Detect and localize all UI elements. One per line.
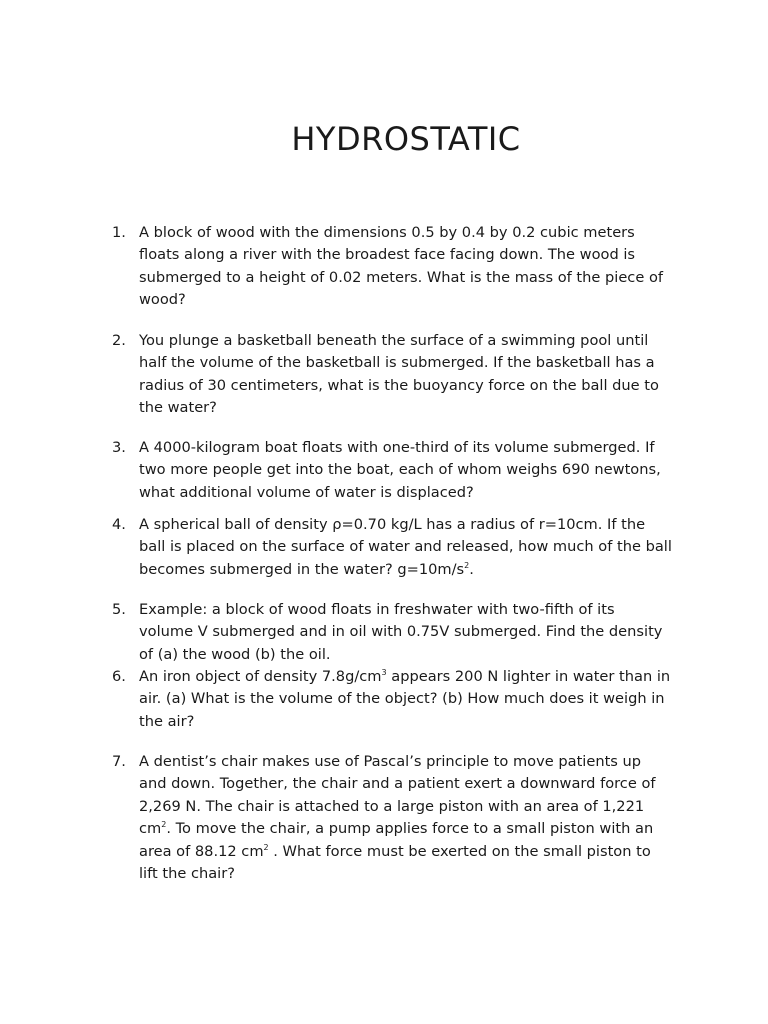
question-text-part: . To move the chair, a pump applies force to a small piston with an area of 88.12 cm [139, 820, 654, 860]
question-3 [112, 437, 672, 504]
question-text: Example: a block of wood floats in freshwater with two-fifth of its volume V submerged and in oil with 0.75V submerged. Find the density of (a) the wood (b) the oil. [139, 601, 663, 663]
question-text-part: An iron object of density 7.8g/cm [139, 668, 382, 685]
question-number: 5. [112, 601, 126, 618]
question-number: 7. [112, 753, 126, 770]
question-text-part: . What force must be exerted on the small piston to lift the chair? [139, 842, 651, 883]
question-text: A block of wood with the dimensions 0.5 by 0.4 by 0.2 cubic meters floats along a river with the broadest face facing down. The wood is submerged to a height of 0.02 meters. What is the mass of the piece of wood? [139, 224, 664, 309]
superscript: 2 [464, 560, 470, 570]
question-text-part: . [469, 560, 474, 578]
question-2 [112, 330, 672, 420]
question-4 [112, 514, 672, 581]
question-text [139, 751, 672, 885]
question-6 [112, 666, 672, 733]
question-number: 2. [112, 332, 126, 349]
question-text [139, 514, 672, 581]
question-1 [112, 222, 672, 312]
question-number: 3. [112, 439, 126, 456]
question-text: You plunge a basketball beneath the surface of a swimming pool until half the volume of the basketball is submerged. If the basketball has a radius of 30 centimeters, what is the buoyancy force on the ball due to the water? [139, 332, 659, 417]
superscript: 3 [381, 668, 387, 677]
question-number: 6. [112, 668, 126, 685]
question-text-part: A spherical ball of density ρ=0.70 kg/L has a radius of r=10cm. If the ball is placed on the surface of water and released, how much of the ball becomes submerged in the water? g=10m/s [139, 516, 672, 578]
question-number: 4. [112, 516, 126, 533]
superscript: 2 [161, 820, 167, 830]
page-title: HYDROSTATIC [291, 120, 521, 158]
question-text: A 4000-kilogram boat floats with one-third of its volume submerged. If two more people get into the boat, each of whom weighs 690 newtons, what additional volume of water is displaced? [139, 439, 661, 501]
question-text [139, 666, 672, 733]
question-text-part: appears 200 N lighter in water than in air. (a) What is the volume of the object? (b) How much does it weigh in the air? [139, 668, 671, 730]
question-number: 1. [112, 224, 126, 241]
question-5 [112, 599, 672, 666]
question-7 [112, 751, 672, 885]
question-text-part: A dentist’s chair makes use of Pascal’s principle to move patients up and down. Together, the chair and a patient exert a downward force of 2,269 N. The chair is attached to a large piston with an area of 1,221 cm [139, 753, 656, 838]
superscript: 2 [263, 842, 269, 852]
